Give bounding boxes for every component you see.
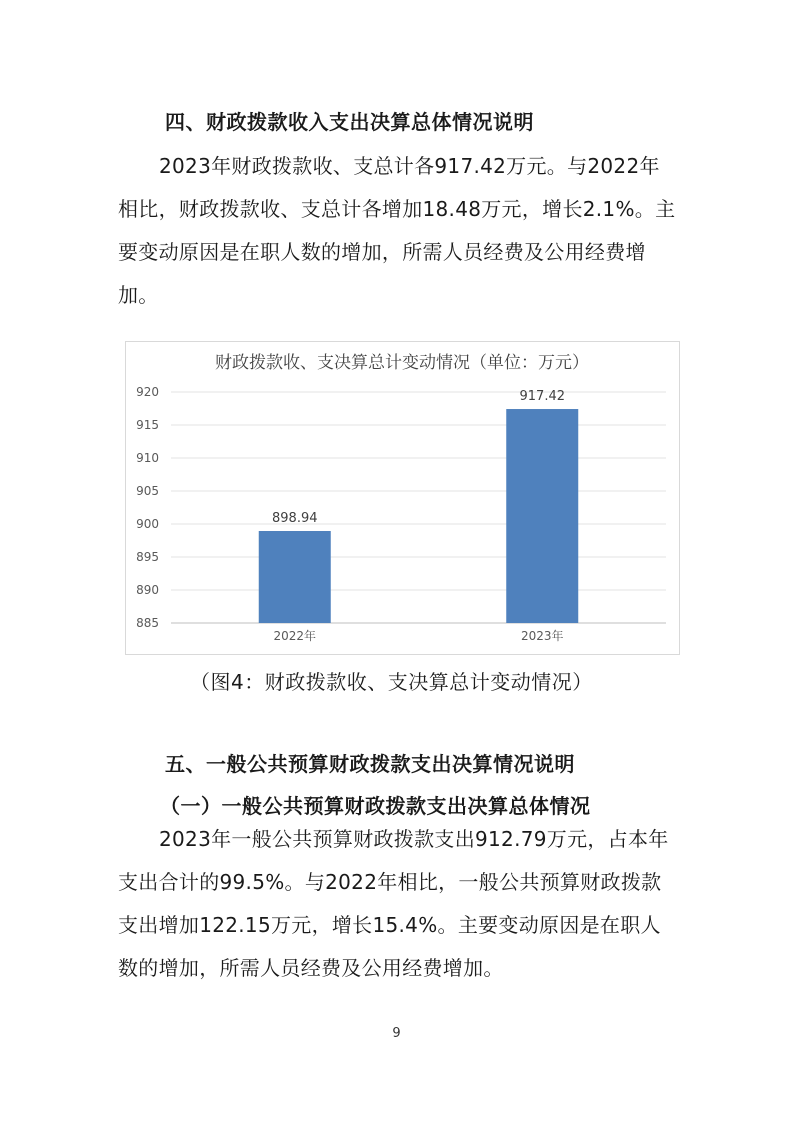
chart-title: 财政拨款收、支决算总计变动情况（单位：万元） xyxy=(215,353,589,373)
y-tick-label: 920 xyxy=(136,385,159,399)
data-label: 898.94 xyxy=(272,510,318,526)
section5-subheading: （一）一般公共预算财政拨款支出决算总体情况 xyxy=(160,794,591,818)
x-tick-label: 2022年 xyxy=(273,629,317,643)
bar-2023年 xyxy=(506,409,578,623)
x-tick-label: 2023年 xyxy=(520,629,564,643)
bar-chart xyxy=(125,341,680,655)
section4-paragraph: 2023年财政拨款收、支总计各917.42万元。与2022年相比，财政拨款收、支总计各增加18.48万元，增长2.1%。主要变动原因是在职人数的增加，所需人员经费及公用经费增加。 xyxy=(118,154,676,307)
y-tick-label: 890 xyxy=(136,583,159,597)
section4-heading: 四、财政拨款收入支出决算总体情况说明 xyxy=(165,110,534,134)
section5-paragraph: 2023年一般公共预算财政拨款支出912.79万元，占本年支出合计的99.5%。与2022年相比，一般公共预算财政拨款支出增加122.15万元，增长15.4%。主要变动原因是在职人数的增加，所需人员经费及公用经费增加。 xyxy=(118,827,669,980)
chart-svg xyxy=(126,342,679,654)
figure-caption: （图4：财政拨款收、支决算总计变动情况） xyxy=(190,670,593,694)
y-tick-label: 915 xyxy=(136,418,159,432)
y-tick-label: 905 xyxy=(136,484,159,498)
bar-2022年 xyxy=(259,531,331,623)
y-tick-label: 900 xyxy=(136,517,159,531)
y-tick-label: 910 xyxy=(136,451,159,465)
y-tick-label: 885 xyxy=(136,616,159,630)
section5-heading: 五、一般公共预算财政拨款支出决算情况说明 xyxy=(165,752,575,776)
data-label: 917.42 xyxy=(519,389,565,405)
page-number: 9 xyxy=(392,1026,401,1041)
y-tick-label: 895 xyxy=(136,550,159,564)
